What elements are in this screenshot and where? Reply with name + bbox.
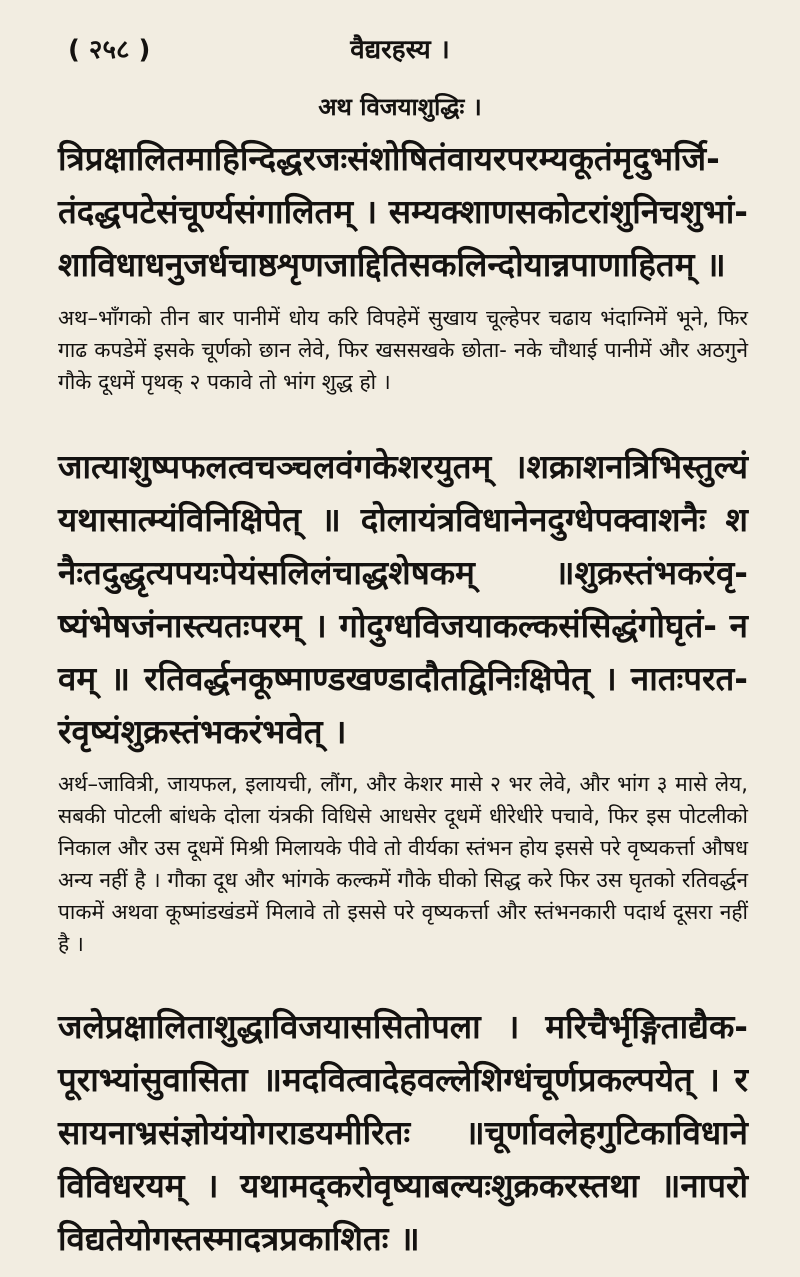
verse-text: जात्याशुष्पफलत्वचञ्चलवंगकेशरयुतम् ।शक्राशनत्रिभिस्तुल्यं यथासात्म्यंविनिक्षिपेत् ॥ दोलायंत्रविधानेनदुग्धेपक्वाशनैः शनैःतदुद्धृत्यपयःपेयंसलिलंचाद्धशेषकम् ॥शुक्रस्तंभकरंवृ- ष्यंभेषजंनास्त्यतःपरम् । गोदुग्धविजयाकल्कसंसिद्धंगोघृतं- नवम् ॥ रतिवर्द्धनकूष्माण्डखण्डादौतद्विनिःक्षिपेत् । नातःपरत- रंवृष्यंशुक्रस्तंभकरंभवेत् । <box>58 447 748 751</box>
commentary-block-1 <box>58 302 748 398</box>
verse-text: त्रिप्रक्षालितमाहिन्दिद्धरजःसंशोषितंवायरपरम्यकूतंमृदुभर्जि- तंदद्धपटेसंचूर्ण्यसंगालितम् । सम्यक्शाणसकोटरांशुनिचशुभां- शाविधाधनुजर्धचाष्ठशृणजाद्दितिसकलिन्दोयान्नपाणाहितम् ॥ <box>58 139 748 284</box>
commentary-text: अर्थ–जावित्री, जायफल, इलायची, लौंग, और केशर मासे २ भर लेवे, और भांग ३ मासे लेय, सबकी पोटली बांधके दोला यंत्रकी विधिसे आधसेर दूधमें धीरेधीरे पचावे, फिर इस पोटलीको निकाल और उस दूधमें मिश्री मिलायके पीवे तो वीर्यका स्तंभन होय इससे परे वृष्यकर्त्ता औषध अन्य नहीं है । गौका दूध और भांगके कल्कमें गौके घीको सिद्ध करे फिर उस घृतको रतिवर्द्धन पाकमें अथवा कूष्मांडखंडमें मिलावे तो इससे परे वृष्यकर्त्ता और स्तंभनकारी पदार्थ दूसरा नहीं है । <box>58 772 748 956</box>
verse-text: जलेप्रक्षालिताशुद्धाविजयाससितोपला । मरिचैर्भृङ्गिताद्यैक- पूराभ्यांसुवासिता ॥मदवित्वादेहवल्लेशिग्धंचूर्णप्रकल्पयेत् । रसायनाभ्रसंज्ञोयंयोगराडयमीरितः ॥चूर्णावलेहगुटिकाविधाने विविधरयम् । यथामद्करोवृष्याबल्यःशुक्रकरस्तथा ॥नापरो विद्यतेयोगस्तस्मादत्रप्रकाशितः ॥ <box>58 1007 748 1258</box>
verse-block-2 <box>58 440 748 758</box>
page-header <box>60 30 740 74</box>
commentary-block-2 <box>58 768 748 960</box>
section-heading: अथ विजयाशुद्धिः । <box>318 93 482 121</box>
commentary-text: अथ–भाँगको तीन बार पानीमें धोय करि विपहेमें सुखाय चूल्हेपर चढाय भंदाग्निमें भूने, फिर गाढ कपडेमें इसके चूर्णको छान लेवे, फिर खससखके छोता- नके चौथाई पानीमें और अठगुने गौके दूधमें पृथक् २ पकावे तो भांग शुद्ध हो । <box>58 306 748 394</box>
verse-block-1 <box>58 132 748 291</box>
page-number: ( २५८ ) <box>68 35 151 65</box>
verse-block-3 <box>58 1000 748 1265</box>
running-title: वैद्यरहस्य । <box>350 35 450 65</box>
